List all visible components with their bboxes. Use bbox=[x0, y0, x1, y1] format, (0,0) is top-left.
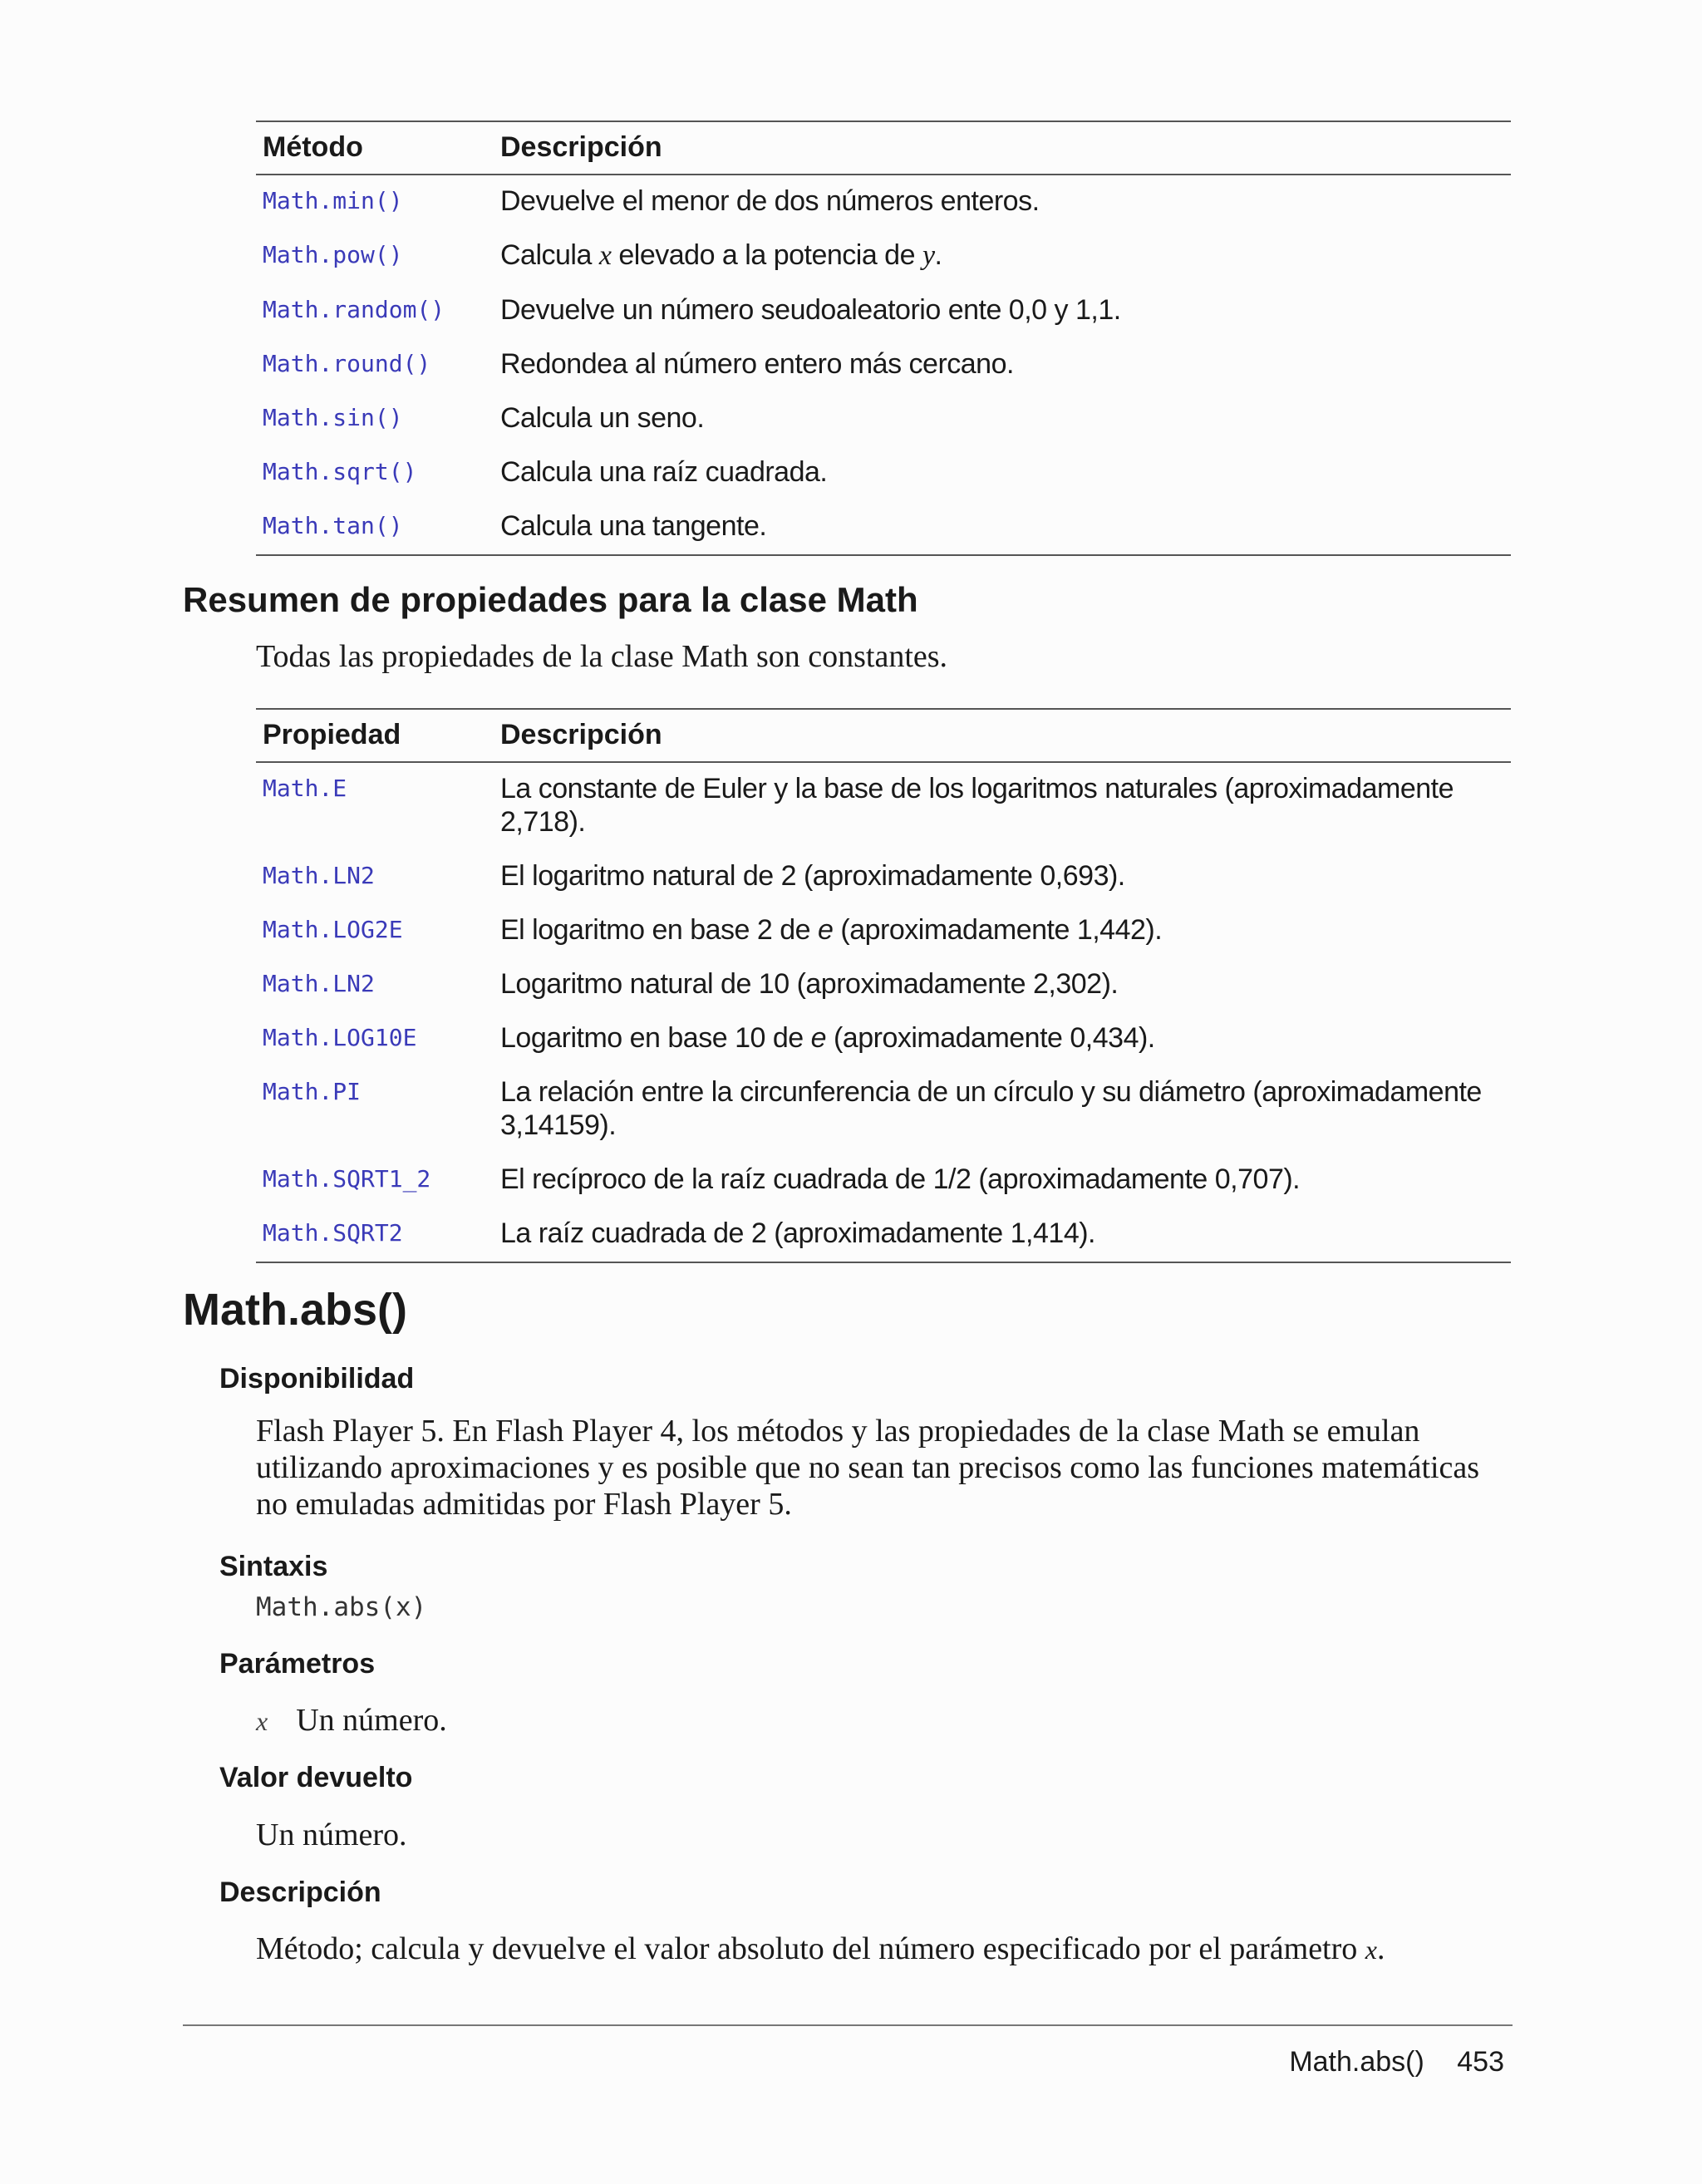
method-name: Math.sqrt() bbox=[263, 458, 417, 485]
property-description: El logaritmo natural de 2 (aproximadamente 0,693). bbox=[500, 860, 1125, 892]
description-heading: Descripción bbox=[219, 1877, 381, 1908]
description-text: elevado a la potencia de bbox=[611, 239, 922, 271]
method-name: Math.min() bbox=[263, 187, 403, 214]
description-text: (aproximadamente 1,442). bbox=[833, 914, 1163, 946]
table-row bbox=[256, 1012, 1511, 1066]
table-row bbox=[256, 904, 1511, 958]
method-description: Redondea al número entero más cercano. bbox=[500, 348, 1014, 380]
variable-e: e bbox=[818, 914, 834, 946]
parameter-reference: x bbox=[1365, 1935, 1377, 1965]
property-name: Math.E bbox=[263, 775, 347, 802]
table-row bbox=[256, 850, 1511, 904]
description-text: Calcula bbox=[500, 239, 599, 271]
table-row bbox=[256, 500, 1511, 555]
method-description: Calcula una raíz cuadrada. bbox=[500, 456, 828, 488]
property-description: La relación entre la circunferencia de un círculo y su diámetro (aproximadamente 3,14159). bbox=[500, 1076, 1482, 1141]
property-name: Math.LOG10E bbox=[263, 1024, 417, 1051]
table-row bbox=[256, 392, 1511, 446]
description-end: . bbox=[1376, 1931, 1385, 1966]
return-value-text: Un número. bbox=[256, 1818, 407, 1852]
availability-heading: Disponibilidad bbox=[219, 1363, 415, 1395]
table-row bbox=[256, 1208, 1511, 1262]
property-name: Math.LN2 bbox=[263, 970, 375, 997]
property-description: La raíz cuadrada de 2 (aproximadamente 1,414). bbox=[500, 1217, 1096, 1249]
description-text: . bbox=[934, 239, 942, 271]
method-description: Devuelve un número seudoaleatorio ente 0,0 y 1,1. bbox=[500, 294, 1121, 326]
method-description: Devuelve el menor de dos números enteros. bbox=[500, 185, 1040, 217]
table-header-row bbox=[256, 121, 1511, 175]
return-value-heading: Valor devuelto bbox=[219, 1762, 413, 1793]
column-header-property: Propiedad bbox=[263, 718, 401, 750]
parameters-heading: Parámetros bbox=[219, 1648, 376, 1680]
table-header-row bbox=[256, 709, 1511, 762]
description-text bbox=[256, 1931, 1385, 1968]
table-row bbox=[256, 958, 1511, 1012]
method-name: Math.pow() bbox=[263, 241, 403, 268]
column-header-description: Descripción bbox=[500, 130, 662, 163]
footer-rule bbox=[183, 2024, 1513, 2026]
property-name: Math.SQRT2 bbox=[263, 1219, 403, 1247]
variable-x: x bbox=[598, 240, 612, 271]
property-name: Math.LN2 bbox=[263, 862, 375, 889]
property-name: Math.PI bbox=[263, 1078, 362, 1105]
footer-section-title: Math.abs() bbox=[1289, 2046, 1424, 2078]
property-description: El recíproco de la raíz cuadrada de 1/2 (aproximadamente 0,707). bbox=[500, 1163, 1301, 1195]
table-row bbox=[256, 446, 1511, 500]
table-row bbox=[256, 229, 1511, 284]
method-description: Calcula un seno. bbox=[500, 402, 705, 434]
column-header-description: Descripción bbox=[500, 718, 662, 750]
table-row bbox=[256, 338, 1511, 392]
method-description bbox=[494, 229, 1511, 284]
description-body: Método; calcula y devuelve el valor absoluto del número especificado por el parámetro bbox=[256, 1931, 1365, 1966]
parameter-name: x bbox=[256, 1706, 268, 1736]
method-name: Math.round() bbox=[263, 350, 431, 377]
entry-title: Math.abs() bbox=[183, 1285, 407, 1335]
parameter-description: Un número. bbox=[296, 1703, 447, 1738]
availability-text: Flash Player 5. En Flash Player 4, los métodos y las propiedades de la clase Math se emulan utilizando aproximaciones y es posible que no sean tan precisos como las funciones matemáticas no emuladas admitidas por Flash Player 5. bbox=[256, 1414, 1480, 1522]
description-text: El logaritmo en base 2 de bbox=[500, 914, 819, 946]
table-row bbox=[256, 1153, 1511, 1208]
method-name: Math.random() bbox=[263, 296, 445, 323]
property-description: La constante de Euler y la base de los logaritmos naturales (aproximadamente 2,718). bbox=[500, 773, 1454, 838]
description-text: Logaritmo en base 10 de bbox=[500, 1022, 811, 1054]
variable-e: e bbox=[810, 1022, 827, 1054]
property-description: Logaritmo natural de 10 (aproximadamente 2,302). bbox=[500, 968, 1119, 1000]
method-description: Calcula una tangente. bbox=[500, 510, 767, 542]
table-row bbox=[256, 175, 1511, 229]
parameter-row bbox=[256, 1702, 447, 1739]
method-name: Math.sin() bbox=[263, 404, 403, 431]
page-footer bbox=[1264, 2046, 1504, 2078]
properties-intro: Todas las propiedades de la clase Math son constantes. bbox=[256, 639, 948, 674]
methods-table bbox=[256, 121, 1511, 556]
property-name: Math.LOG2E bbox=[263, 916, 403, 943]
properties-table bbox=[256, 708, 1511, 1263]
table-row bbox=[256, 762, 1511, 850]
table-row bbox=[256, 1066, 1511, 1153]
variable-y: y bbox=[922, 240, 935, 271]
method-name: Math.tan() bbox=[263, 512, 403, 539]
property-name: Math.SQRT1_2 bbox=[263, 1165, 431, 1193]
syntax-heading: Sintaxis bbox=[219, 1551, 328, 1582]
page-number: 453 bbox=[1457, 2046, 1504, 2078]
column-header-method: Método bbox=[263, 130, 363, 163]
property-description bbox=[494, 1012, 1511, 1066]
table-row bbox=[256, 284, 1511, 338]
syntax-code: Math.abs(x) bbox=[256, 1592, 427, 1622]
property-description bbox=[494, 904, 1511, 958]
description-text: (aproximadamente 0,434). bbox=[826, 1022, 1155, 1054]
properties-section-title: Resumen de propiedades para la clase Math bbox=[183, 580, 918, 619]
